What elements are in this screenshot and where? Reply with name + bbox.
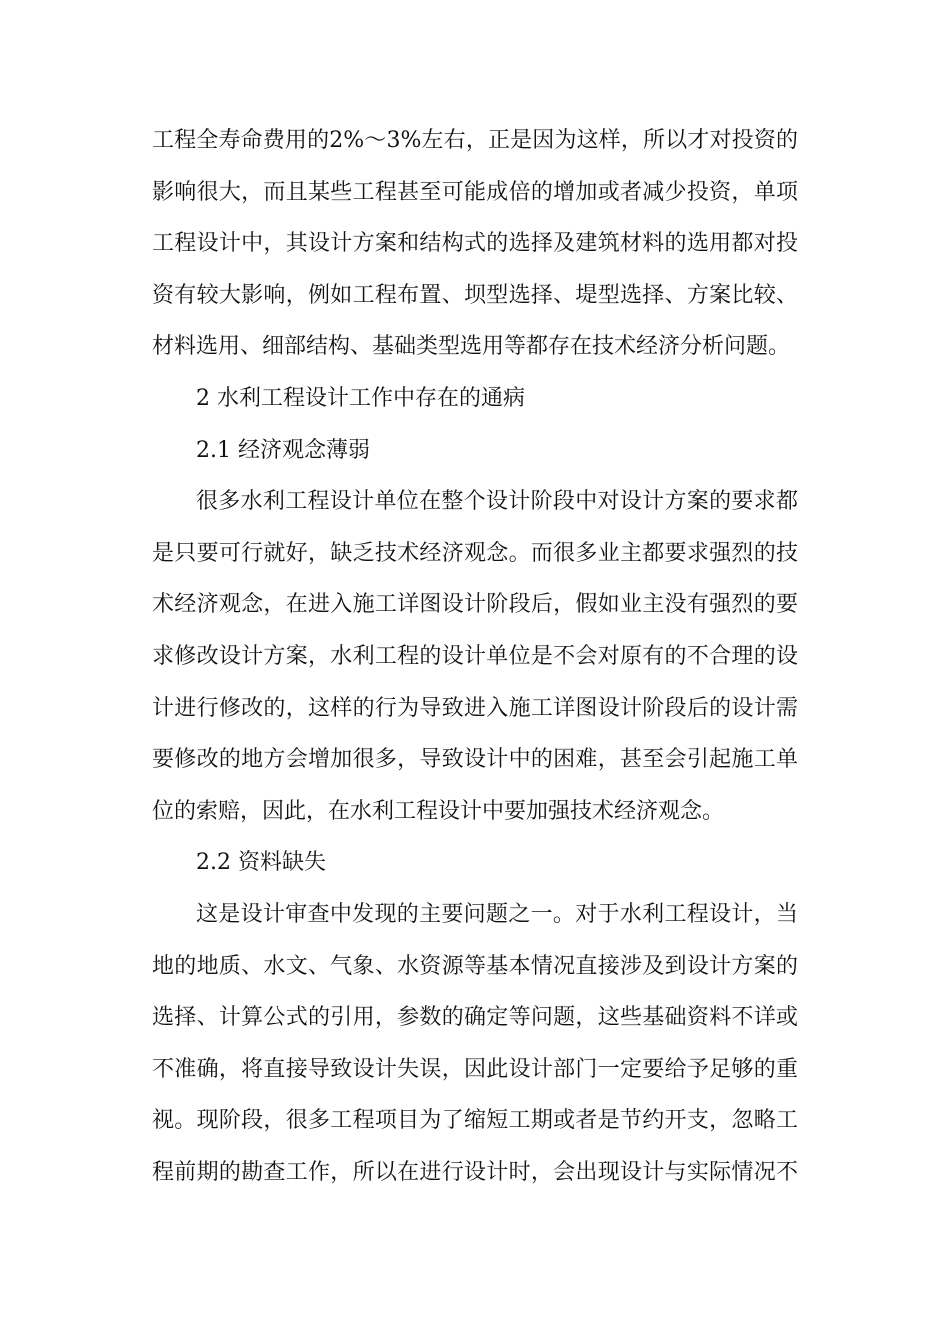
paragraph-line: 材料选用、细部结构、基础类型选用等都存在技术经济分析问题。: [152, 334, 791, 360]
paragraph-line: 计进行修改的，这样的行为导致进入施工详图设计阶段后的设计需: [152, 695, 798, 721]
paragraph-line: 工程设计中，其设计方案和结构式的选择及建筑材料的选用都对投: [152, 231, 798, 257]
paragraph-line: 很多水利工程设计单位在整个设计阶段中对设计方案的要求都: [196, 489, 798, 515]
subsection-heading: 2.2 资料缺失: [196, 850, 326, 876]
paragraph-line: 是只要可行就好，缺乏技术经济观念。而很多业主都要求强烈的技: [152, 540, 798, 566]
paragraph-line: 工程全寿命费用的2%～3%左右，正是因为这样，所以才对投资的: [152, 128, 798, 153]
subsection-heading: 2.1 经济观念薄弱: [196, 437, 370, 463]
paragraph-line: 求修改设计方案，水利工程的设计单位是不会对原有的不合理的设: [152, 643, 798, 669]
paragraph-line: 视。现阶段，很多工程项目为了缩短工期或者是节约开支，忽略工: [152, 1108, 798, 1134]
paragraph-line: 术经济观念，在进入施工详图设计阶段后，假如业主没有强烈的要: [152, 592, 798, 618]
paragraph-line: 地的地质、水文、气象、水资源等基本情况直接涉及到设计方案的: [152, 953, 798, 979]
paragraph-line: 影响很大，而且某些工程甚至可能成倍的增加或者减少投资，单项: [152, 179, 798, 205]
paragraph-line: 选择、计算公式的引用，参数的确定等问题，这些基础资料不详或: [152, 1005, 798, 1031]
paragraph-line: 位的索赔，因此，在水利工程设计中要加强技术经济观念。: [152, 798, 725, 824]
paragraph-line: 这是设计审查中发现的主要问题之一。对于水利工程设计，当: [196, 901, 798, 927]
paragraph-line: 要修改的地方会增加很多，导致设计中的困难，甚至会引起施工单: [152, 747, 798, 773]
body-text: [152, 115, 798, 1198]
paragraph-line: 资有较大影响，例如工程布置、坝型选择、堤型选择、方案比较、: [152, 282, 798, 308]
paragraph-line: 程前期的勘查工作，所以在进行设计时，会出现设计与实际情况不: [152, 1159, 798, 1185]
paragraph-line: 不准确，将直接导致设计失误，因此设计部门一定要给予足够的重: [152, 1056, 798, 1082]
section-heading: 2 水利工程设计工作中存在的通病: [196, 385, 525, 411]
